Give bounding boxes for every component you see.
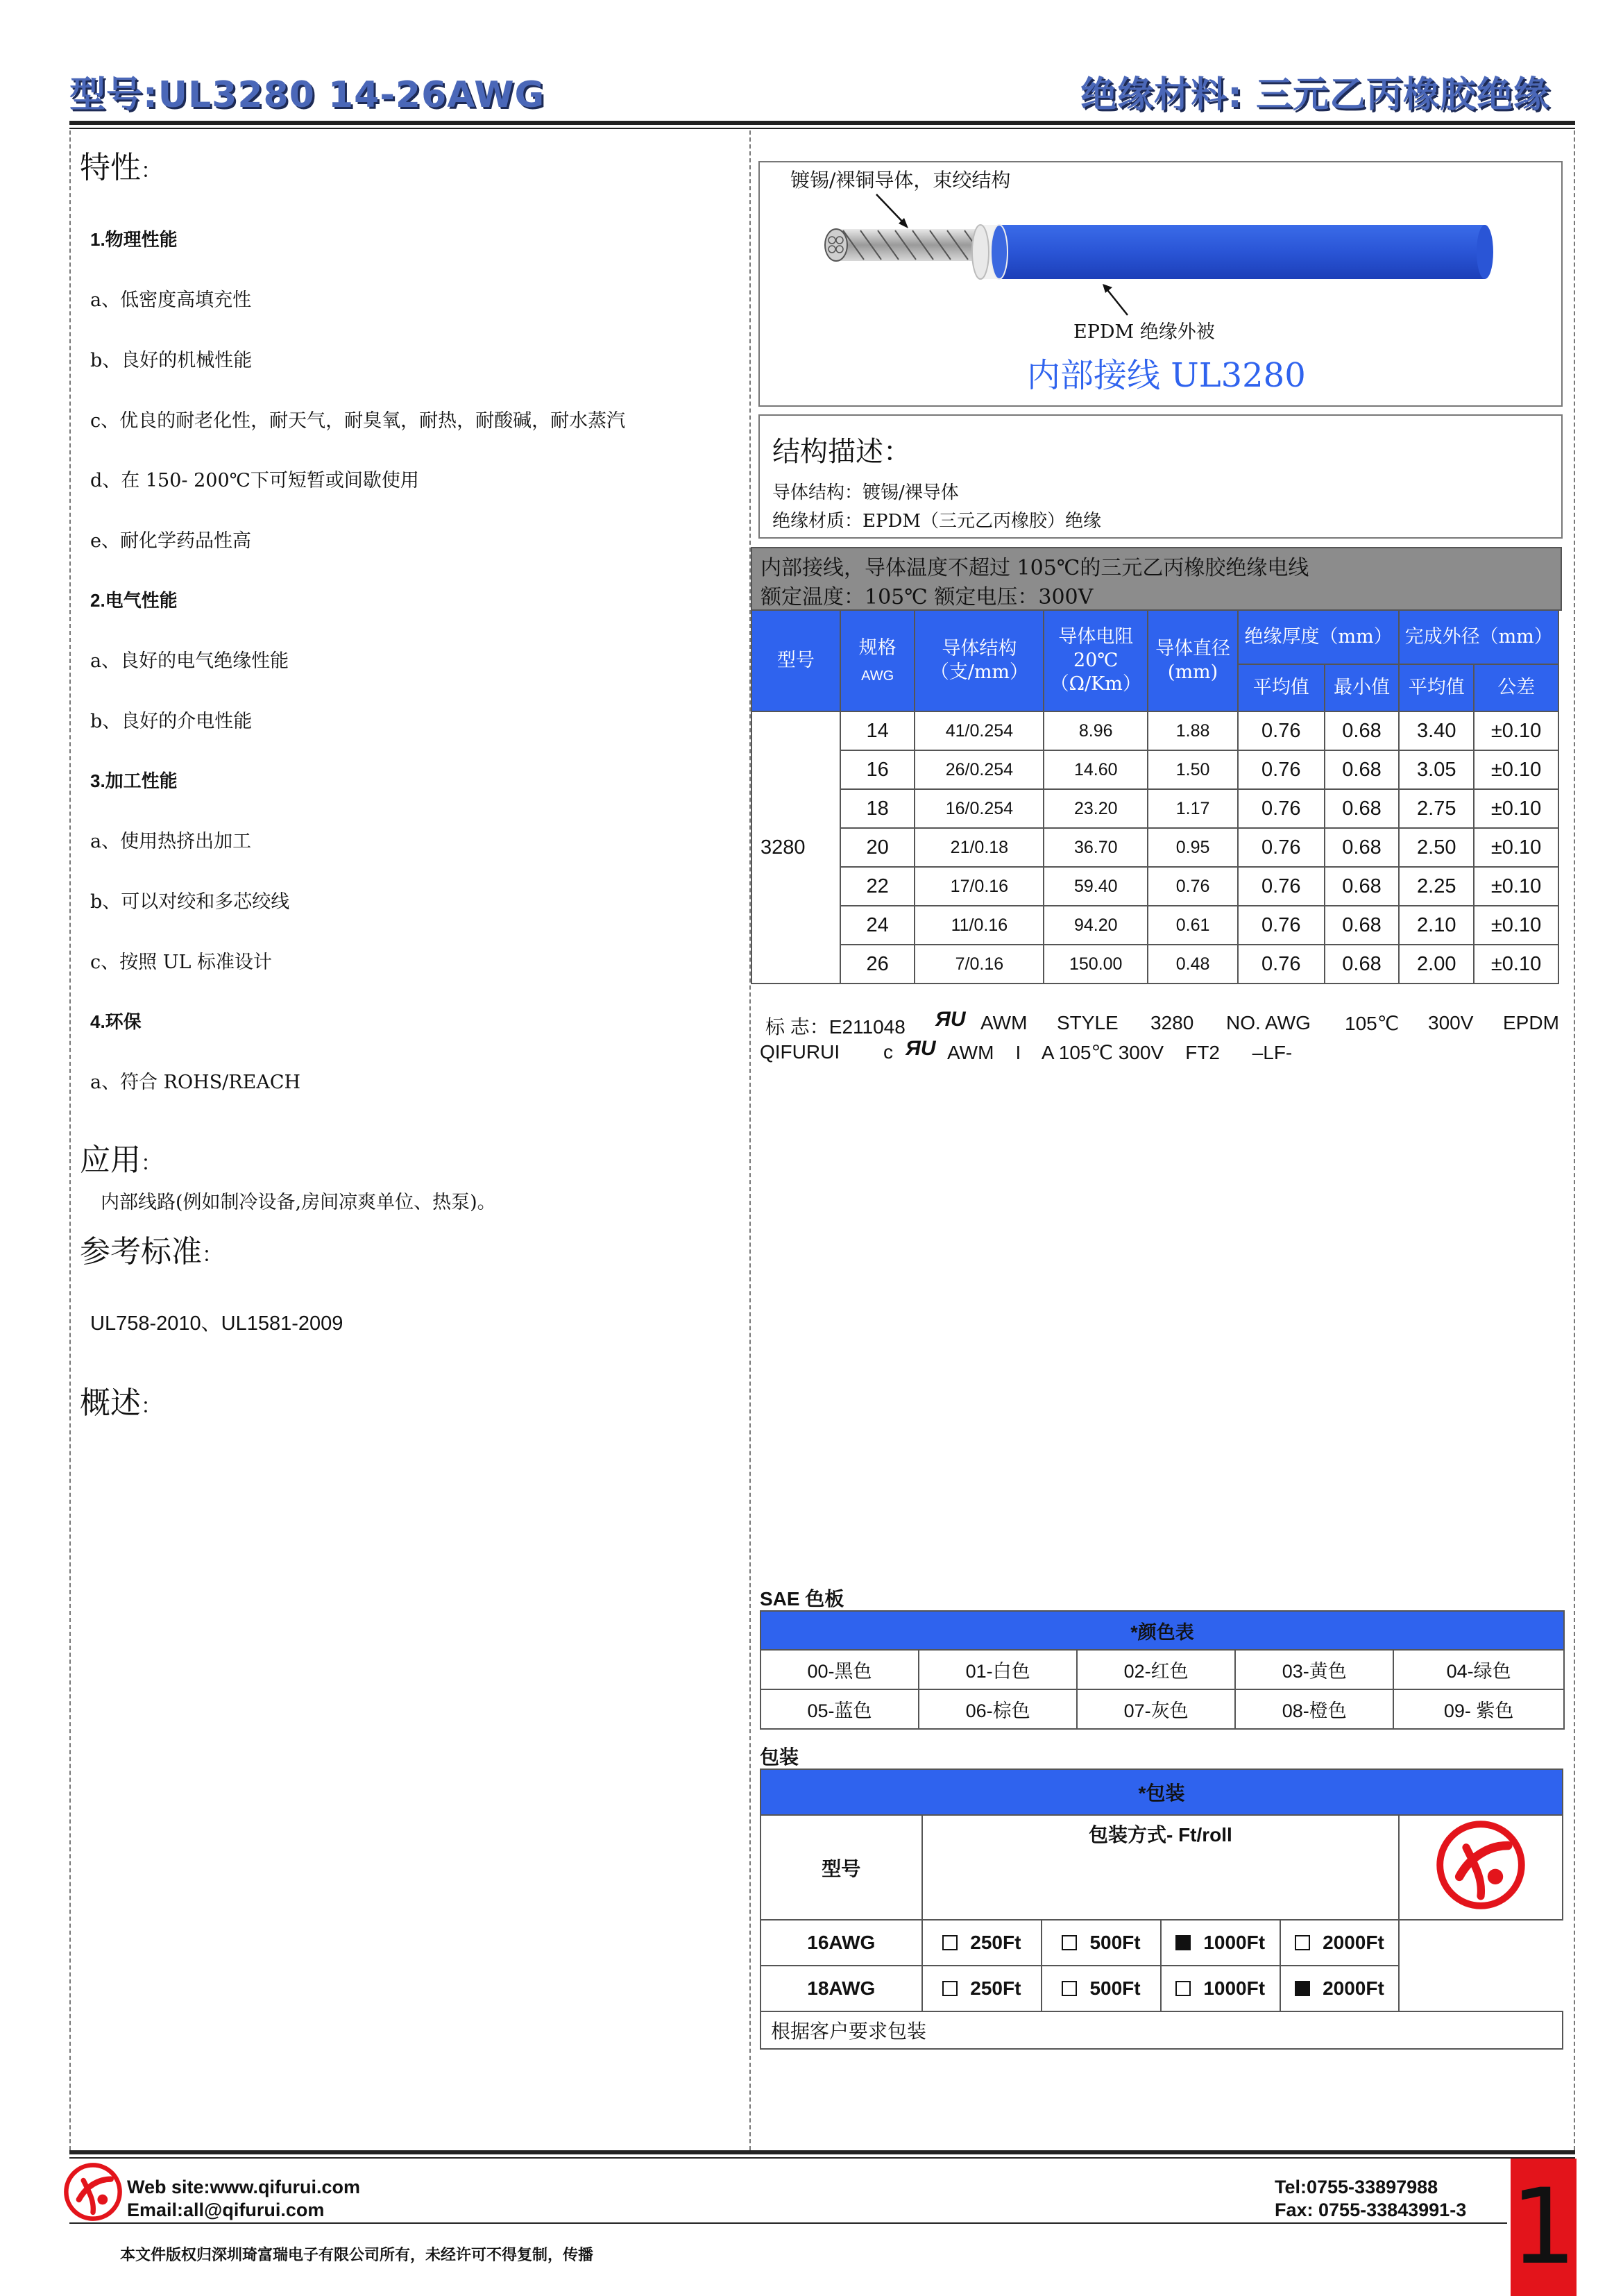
- frame-right: [1574, 130, 1575, 2150]
- spec-cell-od: 3.05: [1399, 750, 1474, 789]
- th-model: 型号: [751, 610, 840, 711]
- standards-text: UL758-2010、UL1581-2009: [90, 1312, 343, 1335]
- packing-row: [760, 1966, 1563, 2011]
- spec-cell-dia: 1.88: [1148, 711, 1238, 750]
- spec-cell-awg: 18: [840, 789, 915, 828]
- packing-option[interactable]: 2000Ft: [1280, 1966, 1400, 2011]
- page-number: 1: [1510, 2167, 1577, 2288]
- processing-title: 3.加工性能: [90, 770, 178, 791]
- spec-row: [751, 906, 1558, 945]
- checked-box-icon[interactable]: [1175, 1935, 1191, 1950]
- unchecked-box-icon[interactable]: [1295, 1935, 1310, 1950]
- spec-cell-tol: ±0.10: [1474, 789, 1558, 828]
- page-number-badge: [1511, 2159, 1577, 2296]
- footer-rule: [69, 2150, 1575, 2154]
- company-logo-icon: [1432, 1816, 1529, 1914]
- structure-insulation: 绝缘材质：EPDM（三元乙丙橡胶）绝缘: [772, 511, 1101, 532]
- footer-fax: Fax: 0755-33843991-3: [1275, 2200, 1467, 2220]
- packing-option[interactable]: 500Ft: [1042, 1966, 1161, 2011]
- properties-title: 特性：: [80, 150, 162, 185]
- th-od-avg: 平均值: [1399, 664, 1474, 711]
- th-tol: 公差: [1474, 664, 1558, 711]
- footer-email[interactable]: Email:all@qifurui.com: [127, 2200, 325, 2220]
- color-cell: 07-灰色: [1077, 1689, 1235, 1729]
- color-cell: 06-棕色: [919, 1689, 1077, 1729]
- color-table: [760, 1610, 1565, 1730]
- physical-item: c、优良的耐老化性，耐天气，耐臭氧，耐热，耐酸碱，耐水蒸汽: [90, 410, 626, 432]
- application-title: 应用：: [80, 1142, 162, 1178]
- footer-tel: Tel:0755-33897988: [1275, 2177, 1438, 2197]
- spec-cell-awg: 14: [840, 711, 915, 750]
- spec-cell-avg: 0.76: [1238, 945, 1325, 984]
- physical-item: e、耐化学药品性高: [90, 530, 251, 552]
- spec-cell-min: 0.68: [1325, 828, 1400, 867]
- standards-title: 参考标准：: [80, 1234, 223, 1269]
- spec-cell-res: 150.00: [1044, 945, 1148, 984]
- packing-option[interactable]: 1000Ft: [1161, 1920, 1280, 1966]
- insulation-material-title: 绝缘材料: 三元乙丙橡胶绝缘: [1080, 74, 1550, 116]
- structure-box: [758, 414, 1563, 539]
- unchecked-box-icon[interactable]: [942, 1935, 958, 1950]
- structure-title: 结构描述：: [772, 436, 911, 468]
- unchecked-box-icon[interactable]: [1175, 1981, 1191, 1996]
- packing-table: [760, 1769, 1563, 2050]
- color-section-title: SAE 色板: [760, 1588, 844, 1610]
- physical-item: d、在 150- 200℃下可短暂或间歇使用: [90, 470, 419, 491]
- color-cell: 09- 紫色: [1393, 1689, 1564, 1729]
- spec-table: [751, 609, 1559, 984]
- physical-title: 1.物理性能: [90, 229, 178, 250]
- spec-cell-awg: 22: [840, 867, 915, 906]
- spec-cell-res: 8.96: [1044, 711, 1148, 750]
- spec-cell-dia: 0.95: [1148, 828, 1238, 867]
- spec-cell-awg: 16: [840, 750, 915, 789]
- packing-option[interactable]: 500Ft: [1042, 1920, 1161, 1966]
- spec-cell-tol: ±0.10: [1474, 867, 1558, 906]
- spec-cell-strand: 16/0.254: [915, 789, 1044, 828]
- spec-cell-avg: 0.76: [1238, 711, 1325, 750]
- spec-cell-res: 94.20: [1044, 906, 1148, 945]
- spec-cell-tol: ±0.10: [1474, 945, 1558, 984]
- spec-cell-res: 23.20: [1044, 789, 1148, 828]
- unchecked-box-icon[interactable]: [942, 1981, 958, 1996]
- electrical-item: a、良好的电气绝缘性能: [90, 650, 289, 672]
- packing-col-model: 型号: [760, 1815, 922, 1920]
- spec-cell-avg: 0.76: [1238, 906, 1325, 945]
- spec-cell-res: 59.40: [1044, 867, 1148, 906]
- spec-row: [751, 828, 1558, 867]
- packing-option[interactable]: 1000Ft: [1161, 1966, 1280, 2011]
- spec-cell-avg: 0.76: [1238, 828, 1325, 867]
- spec-cell-min: 0.68: [1325, 906, 1400, 945]
- spec-cell-dia: 0.76: [1148, 867, 1238, 906]
- spec-cell-strand: 26/0.254: [915, 750, 1044, 789]
- structure-conductor: 导体结构：镀锡/裸导体: [772, 482, 959, 503]
- footer-copyright: 本文件版权归深圳琦富瑞电子有限公司所有，未经许可不得复制，传播: [120, 2247, 594, 2264]
- spec-cell-od: 2.00: [1399, 945, 1474, 984]
- spec-cell-awg: 20: [840, 828, 915, 867]
- th-gauge: 规格 AWG: [840, 610, 915, 711]
- th-od: 完成外径（mm）: [1399, 610, 1558, 664]
- spec-cell-avg: 0.76: [1238, 789, 1325, 828]
- spec-cell-dia: 1.17: [1148, 789, 1238, 828]
- color-table-title: *颜色表: [760, 1611, 1564, 1650]
- physical-item: a、低密度高填充性: [90, 289, 252, 311]
- application-text: 内部线路(例如制冷设备,房间凉爽单位、热泵)。: [101, 1192, 496, 1213]
- spec-cell-awg: 24: [840, 906, 915, 945]
- color-cell: 04-绿色: [1393, 1650, 1564, 1689]
- spec-cell-min: 0.68: [1325, 867, 1400, 906]
- env-item: a、符合 ROHS/REACH: [90, 1072, 301, 1093]
- spec-cell-strand: 21/0.18: [915, 828, 1044, 867]
- processing-item: c、按照 UL 标准设计: [90, 952, 272, 973]
- packing-row: [760, 1920, 1563, 1966]
- spec-cell-od: 3.40: [1399, 711, 1474, 750]
- footer-divider: [69, 2222, 1507, 2224]
- packing-option[interactable]: 250Ft: [922, 1920, 1042, 1966]
- overview-title: 概述：: [80, 1385, 162, 1421]
- unchecked-box-icon[interactable]: [1062, 1935, 1077, 1950]
- spec-cell-tol: ±0.10: [1474, 906, 1558, 945]
- spec-banner-line2: 额定温度：105℃ 额定电压：300V: [760, 585, 1094, 609]
- packing-model: 18AWG: [760, 1966, 922, 2011]
- spec-cell-tol: ±0.10: [1474, 828, 1558, 867]
- spec-cell-od: 2.75: [1399, 789, 1474, 828]
- spec-row: [751, 711, 1558, 750]
- marking-line2: QIFURUI c ЯU AWM I A 105℃ 300V FT2 –LF-: [760, 1037, 1293, 1063]
- electrical-item: b、良好的介电性能: [90, 711, 253, 732]
- spec-cell-strand: 7/0.16: [915, 945, 1044, 984]
- header-rule-thin: [69, 128, 1575, 129]
- spec-banner: [751, 547, 1562, 611]
- spec-cell-min: 0.68: [1325, 789, 1400, 828]
- processing-item: b、可以对绞和多芯绞线: [90, 891, 290, 913]
- packing-logo-cell: [1399, 1815, 1563, 1920]
- th-resistance: 导体电阻 20℃（Ω/Km）: [1044, 610, 1148, 711]
- footer-logo-icon: [61, 2160, 125, 2224]
- color-cell: 01-白色: [919, 1650, 1077, 1689]
- spec-cell-strand: 41/0.254: [915, 711, 1044, 750]
- electrical-title: 2.电气性能: [90, 590, 178, 611]
- ul-mark-icon: ЯU: [935, 1008, 966, 1031]
- th-strand: 导体结构（支/mm）: [915, 610, 1044, 711]
- spec-cell-tol: ±0.10: [1474, 750, 1558, 789]
- spec-cell-avg: 0.76: [1238, 867, 1325, 906]
- spec-cell-strand: 11/0.16: [915, 906, 1044, 945]
- color-cell: 03-黄色: [1235, 1650, 1393, 1689]
- cable-icon: [825, 194, 1493, 315]
- color-cell: 08-橙色: [1235, 1689, 1393, 1729]
- packing-section-title: 包装: [760, 1746, 799, 1768]
- packing-col-method: 包装方式- Ft/roll: [922, 1815, 1400, 1920]
- physical-item: b、良好的机械性能: [90, 350, 253, 371]
- spec-cell-awg: 26: [840, 945, 915, 984]
- spec-cell-min: 0.68: [1325, 711, 1400, 750]
- spec-cell-res: 14.60: [1044, 750, 1148, 789]
- spec-row: [751, 750, 1558, 789]
- spec-row: [751, 789, 1558, 828]
- spec-model-cell: 3280: [751, 711, 840, 984]
- packing-option[interactable]: 2000Ft: [1280, 1920, 1400, 1966]
- conductor-label: 镀锡/裸铜导体，束绞结构: [790, 169, 1011, 192]
- footer-rule-thin: [69, 2157, 1575, 2159]
- processing-item: a、使用热挤出加工: [90, 831, 252, 852]
- th-diameter: 导体直径(mm): [1148, 610, 1238, 711]
- spec-cell-min: 0.68: [1325, 945, 1400, 984]
- spec-cell-od: 2.50: [1399, 828, 1474, 867]
- th-min: 最小值: [1325, 664, 1400, 711]
- footer-website[interactable]: Web site:www.qifurui.com: [127, 2177, 361, 2197]
- spec-cell-od: 2.25: [1399, 867, 1474, 906]
- packing-option[interactable]: 250Ft: [922, 1966, 1042, 2011]
- env-title: 4.环保: [90, 1011, 142, 1032]
- spec-row: [751, 945, 1558, 984]
- packing-table-title: *包装: [760, 1769, 1563, 1815]
- spec-cell-res: 36.70: [1044, 828, 1148, 867]
- cable-caption: 内部接线 UL3280: [1027, 356, 1306, 395]
- frame-center: [749, 130, 751, 2150]
- packing-model: 16AWG: [760, 1920, 922, 1966]
- unchecked-box-icon[interactable]: [1062, 1981, 1077, 1996]
- spec-cell-min: 0.68: [1325, 750, 1400, 789]
- color-cell: 05-蓝色: [760, 1689, 919, 1729]
- spec-banner-line1: 内部接线，导体温度不超过 105℃的三元乙丙橡胶绝缘电线: [760, 556, 1309, 580]
- spec-row: [751, 867, 1558, 906]
- spec-cell-od: 2.10: [1399, 906, 1474, 945]
- cable-illustration-box: [758, 161, 1563, 407]
- spec-cell-strand: 17/0.16: [915, 867, 1044, 906]
- spec-cell-dia: 0.48: [1148, 945, 1238, 984]
- th-avg: 平均值: [1238, 664, 1325, 711]
- packing-note: 根据客户要求包装: [760, 2011, 1563, 2049]
- spec-cell-dia: 1.50: [1148, 750, 1238, 789]
- spec-cell-dia: 0.61: [1148, 906, 1238, 945]
- spec-cell-tol: ±0.10: [1474, 711, 1558, 750]
- model-title: 型号:UL3280 14-26AWG: [69, 74, 545, 116]
- header-rule: [69, 121, 1575, 125]
- cul-mark-icon: ЯU: [906, 1037, 936, 1060]
- checked-box-icon[interactable]: [1295, 1981, 1310, 1996]
- frame-left: [69, 130, 71, 2150]
- jacket-label: EPDM 绝缘外被: [1073, 321, 1215, 343]
- color-cell: 00-黑色: [760, 1650, 919, 1689]
- marking-line1: 标 志：E211048 ЯU AWM STYLE 3280 NO. AWG 105℃ 300V EPDM: [765, 1008, 1559, 1038]
- th-thickness: 绝缘厚度（mm）: [1238, 610, 1399, 664]
- color-cell: 02-红色: [1077, 1650, 1235, 1689]
- spec-cell-avg: 0.76: [1238, 750, 1325, 789]
